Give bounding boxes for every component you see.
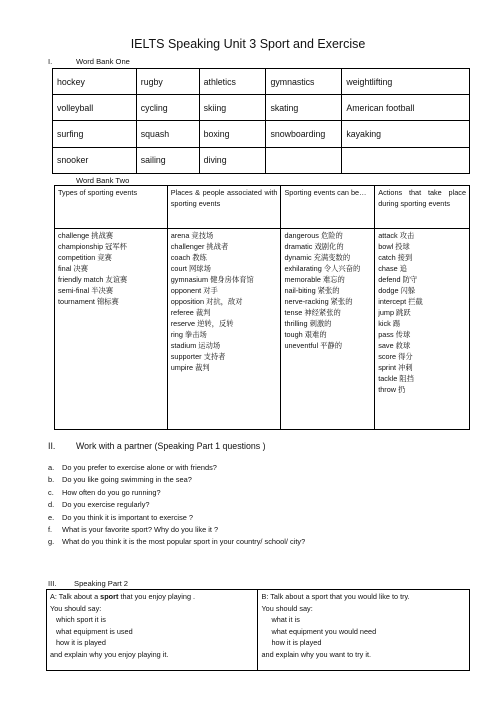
vocab-entry: intercept 拦截 xyxy=(378,297,423,306)
section-number: III. xyxy=(48,579,57,588)
vocab-entry: competition 竞赛 xyxy=(58,253,112,262)
cue-a-item: how it is played xyxy=(56,638,106,647)
question-list xyxy=(48,462,305,549)
word-cell: diving xyxy=(199,147,266,173)
section-partner-questions xyxy=(48,441,266,451)
vocab-entry: ring 拳击场 xyxy=(170,330,207,339)
cue-a-say: You should say: xyxy=(50,603,102,613)
vocab-entry: nail-biting 紧张的 xyxy=(284,286,340,295)
vocab-entry: stadium 运动场 xyxy=(170,341,221,350)
question-letter: e. xyxy=(48,512,55,522)
vocab-entry: reserve 逆转，反转 xyxy=(170,319,234,328)
question-text: How often do you go running? xyxy=(62,487,161,497)
word-bank-one-row xyxy=(53,95,470,121)
question-letter: g. xyxy=(48,537,55,547)
header-places: Places & people associated with sporting events xyxy=(167,186,281,229)
section-number: I. xyxy=(48,57,53,66)
word-bank-one-row xyxy=(53,121,470,147)
section-label: Speaking Part 2 xyxy=(74,579,129,588)
speaking-part2-table xyxy=(46,589,470,671)
section-word-bank-two xyxy=(76,176,129,185)
word-cell: weightlifting xyxy=(342,69,470,95)
vocab-entry: throw 扔 xyxy=(378,385,406,394)
types-column xyxy=(55,229,168,430)
places-column xyxy=(167,229,281,430)
vocab-entry: chase 追 xyxy=(378,264,408,273)
word-bank-one-row xyxy=(53,147,470,173)
question-letter: a. xyxy=(48,463,55,472)
page-title: IELTS Speaking Unit 3 Sport and Exercise xyxy=(130,37,366,51)
vocab-entry: dodge 闪躲 xyxy=(378,286,416,295)
section-speaking-part-2 xyxy=(48,579,128,588)
word-cell: volleyball xyxy=(53,95,137,121)
vocab-entry: memorable 难忘的 xyxy=(284,275,345,284)
word-cell: squash xyxy=(136,121,199,147)
question-text: Do you think it is important to exercise ? xyxy=(62,512,194,522)
vocab-entry: championship 冠军杯 xyxy=(58,242,127,251)
word-cell: athletics xyxy=(199,69,266,95)
vocab-entry: referee 裁判 xyxy=(170,308,211,317)
section-number: II. xyxy=(48,441,56,451)
question-letter: d. xyxy=(48,500,55,510)
vocab-entry: opponent 对手 xyxy=(170,286,218,295)
cue-a-end: and explain why you enjoy playing it. xyxy=(50,649,169,659)
word-bank-one-table xyxy=(52,68,470,174)
word-cell xyxy=(266,147,342,173)
word-cell: cycling xyxy=(136,95,199,121)
events-column xyxy=(281,229,375,430)
vocab-entry: sprint 冲刺 xyxy=(378,363,413,372)
cue-card-b xyxy=(258,590,470,671)
vocab-entry: tackle 阻挡 xyxy=(378,374,414,383)
cue-a-suffix: that you enjoy playing . xyxy=(118,592,196,601)
vocab-entry: save 救球 xyxy=(378,341,411,350)
question-text: What is your favorite sport? Why do you like it ? xyxy=(62,525,219,535)
vocab-entry: friendly match 友谊赛 xyxy=(58,275,128,284)
question-text: What do you think it is the most popular sport in your country/ school/ city? xyxy=(62,537,306,547)
vocab-entry: umpire 裁判 xyxy=(170,363,210,372)
vocab-entry: arena 竞技场 xyxy=(170,231,214,240)
word-cell: skating xyxy=(266,95,342,121)
question-item xyxy=(48,499,305,511)
vocab-entry: uneventful 平静的 xyxy=(284,341,343,350)
word-cell: hockey xyxy=(53,69,137,95)
word-cell: surfing xyxy=(53,121,137,147)
cue-a-item: what equipment is used xyxy=(56,626,133,636)
vocab-entry: bowl 投球 xyxy=(378,242,410,251)
section-word-bank-one xyxy=(48,57,130,66)
word-cell: kayaking xyxy=(342,121,470,147)
section-label: Word Bank One xyxy=(76,57,130,66)
cue-b-end: and explain why you want to try it. xyxy=(261,649,371,659)
vocab-entry: tense 神经紧张的 xyxy=(284,308,341,317)
word-cell: American football xyxy=(342,95,470,121)
actions-column xyxy=(375,229,470,430)
vocab-entry: opposition 对抗，敌对 xyxy=(170,297,243,306)
header-events-can-be: Sporting events can be… xyxy=(281,186,375,229)
question-text: Do you exercise regularly? xyxy=(62,500,150,510)
word-cell: rugby xyxy=(136,69,199,95)
vocab-entry: court 网球场 xyxy=(170,264,211,273)
vocab-entry: pass 传球 xyxy=(378,330,411,339)
vocab-entry: gymnasium 健身房体育馆 xyxy=(170,275,254,284)
section-label: Word Bank Two xyxy=(76,176,130,185)
word-bank-one-row xyxy=(53,69,470,95)
vocab-entry: defend 防守 xyxy=(378,275,418,284)
question-letter: b. xyxy=(48,475,55,485)
question-item xyxy=(48,512,305,524)
question-item xyxy=(48,536,305,548)
word-bank-two-table xyxy=(54,185,470,430)
cue-b-item: how it is played xyxy=(271,638,322,647)
cue-b-item: what equipment you would need xyxy=(271,626,377,636)
question-text: Do you like going swimming in the sea? xyxy=(62,475,192,485)
cue-b-say: You should say: xyxy=(261,603,313,613)
vocab-entry: dynamic 充满变数的 xyxy=(284,253,351,262)
vocab-entry: dangerous 危险的 xyxy=(284,231,343,240)
vocab-entry: tough 艰难的 xyxy=(284,330,327,339)
question-item xyxy=(48,524,305,536)
question-letter: f. xyxy=(48,525,53,535)
cue-card-a xyxy=(47,590,258,671)
cue-a-bold: sport xyxy=(100,592,119,601)
word-cell: snowboarding xyxy=(266,121,342,147)
question-text: Do you prefer to exercise alone or with friends? xyxy=(62,463,217,472)
vocab-entry: challenge 挑战赛 xyxy=(58,231,114,240)
vocab-entry: semi-final 半决赛 xyxy=(58,286,114,295)
cue-b-head: B: Talk about a sport that you would like to try. xyxy=(261,592,410,601)
word-cell: snooker xyxy=(53,147,137,173)
vocab-entry: nerve-racking 紧张的 xyxy=(284,297,353,306)
question-item xyxy=(48,474,305,486)
vocab-entry: challenger 挑战者 xyxy=(170,242,229,251)
cue-a-item: which sport it is xyxy=(56,615,106,624)
section-label: Work with a partner (Speaking Part 1 questions ) xyxy=(76,441,266,451)
vocab-entry: dramatic 戏剧化的 xyxy=(284,242,344,251)
vocab-entry: tournament 锦标赛 xyxy=(58,297,119,306)
vocab-entry: attack 攻击 xyxy=(378,231,415,240)
vocab-entry: jump 跳跃 xyxy=(378,308,411,317)
word-cell xyxy=(342,147,470,173)
word-cell: gymnastics xyxy=(266,69,342,95)
cue-a-prefix: A: Talk about a xyxy=(50,592,101,601)
vocab-entry: thrilling 刺激的 xyxy=(284,319,332,328)
question-letter: c. xyxy=(48,487,54,497)
word-cell: boxing xyxy=(199,121,266,147)
vocab-entry: kick 踢 xyxy=(378,319,401,328)
vocab-entry: catch 接到 xyxy=(378,253,413,262)
header-types: Types of sporting events xyxy=(55,186,168,229)
word-cell: skiing xyxy=(199,95,266,121)
question-item xyxy=(48,462,305,474)
vocab-entry: exhilarating 令人兴奋的 xyxy=(284,264,361,273)
cue-b-item: what it is xyxy=(271,615,300,624)
vocab-entry: coach 教练 xyxy=(170,253,207,262)
vocab-entry: supporter 支持者 xyxy=(170,352,226,361)
vocab-entry: score 得分 xyxy=(378,352,413,361)
question-item xyxy=(48,487,305,499)
header-actions: Actions that take place during sporting events xyxy=(375,186,470,229)
word-cell: sailing xyxy=(136,147,199,173)
vocab-entry: final 决赛 xyxy=(58,264,89,273)
